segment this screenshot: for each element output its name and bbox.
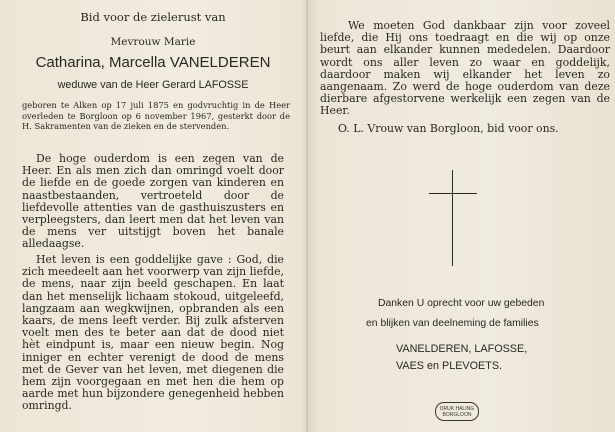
paragraph-old-age: De hoge ouderdom is een zegen van de Heer. En als men zich dan omringd voelt door de liefde en de goede zorgen van kinderen en naastbestaanden, vertroeteld door de liefdevolle attenties van de gasthuiszusters en verpleegsters, dan leert men dat het leven van de mens ver uitstijgt boven het banale alledaagse. <box>22 152 284 251</box>
left-page <box>0 0 306 432</box>
prayer-heading: Bid voor de zielerust van <box>80 10 226 24</box>
biography: geboren te Alken op 17 juli 1875 en godvruchtig in de Heer overleden te Borgloon op 6 november 1967, gesterkt door de H. Sakramenten van de zieken en de stervenden. <box>22 100 290 132</box>
spouse-line: weduwe van de Heer Gerard LAFOSSE <box>57 79 249 91</box>
printer-town: BORGLOON <box>442 411 472 418</box>
families-line-2: VAES en PLEVOETS. <box>396 360 503 372</box>
deceased-name: Catharina, Marcella VANELDEREN <box>35 54 271 71</box>
printer-stamp <box>435 402 479 421</box>
salutation: Mevrouw Marie <box>110 36 196 48</box>
thanks-line-2: en blijken van deelneming de families <box>366 318 539 329</box>
paragraph-life-gift: Het leven is een goddelijke gave : God, die zich meedeelt aan het voorwerp van zijn liefde, de mens, naar zijn beeld geschapen. En laat dan het menselijk lichaam stokoud, uitgeleefd, langzaam aan wegkwijnen, opbranden als een kaars, de mens leeft verder. Bij zulk afsterven voelt men des te beter aan dat de dood niet hèt eindpunt is, maar een nieuw begin. Nog inniger en echter verenigt de dood de mens met de Gever van het leven, met diegenen die hem zijn voorgegaan en met hen die hem op aarde met hun bijzondere genegenheid hebben omringd. <box>22 253 284 413</box>
printer-name: DRUK HALING <box>439 405 475 412</box>
families-line-1: VANELDEREN, LAFOSSE, <box>396 343 528 355</box>
closing-prayer: O. L. Vrouw van Borgloon, bid voor ons. <box>338 122 559 135</box>
right-page <box>308 0 615 432</box>
thanks-line-1: Danken U oprecht voor uw gebeden <box>378 298 545 309</box>
paragraph-gratitude: We moeten God dankbaar zijn voor zoveel liefde, die Hij ons toedraagt en die wij op onze beurt aan elkander kunnen mededelen. Daardoor wordt ons aller leven zo waar en goddelijk, daardoor maken wij elkander het leven zo aangenaam. Zo werd de hoge ouderdom van deze dierbare afgestorvene werkelijk een zegen van de Heer. <box>320 19 610 118</box>
